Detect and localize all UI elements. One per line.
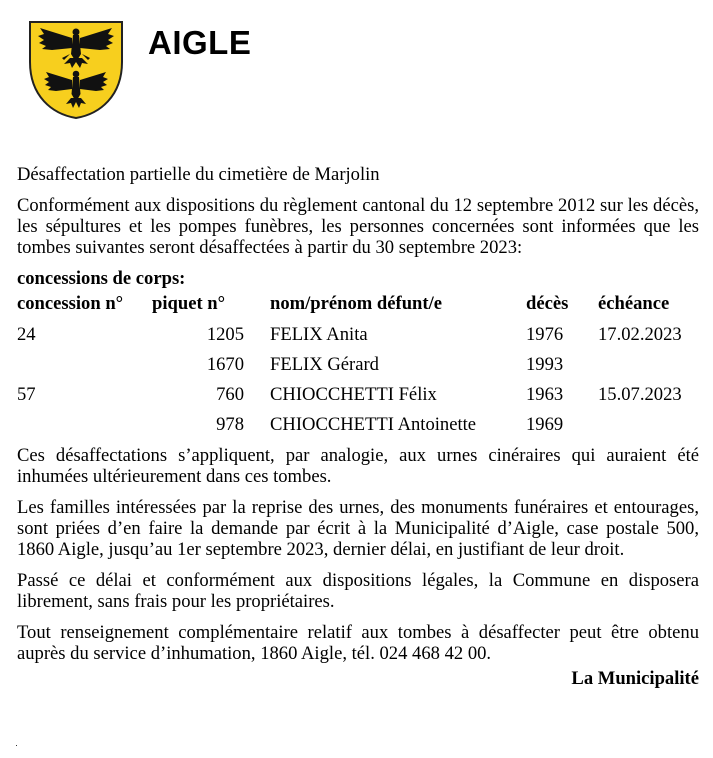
signature: La Municipalité: [571, 668, 699, 689]
contact-paragraph: Tout renseignement complémentaire relatif aux tombes à désaffecter peut être obtenu auprès du service d’inhumation, 1860 Aigle, tél. 024 468 42 00.: [17, 622, 699, 664]
cell-death: 1976: [526, 323, 564, 345]
cell-concession: 57: [17, 383, 36, 405]
table-header-row: [17, 293, 699, 319]
cell-name: CHIOCCHETTI Antoinette: [270, 413, 477, 435]
cell-expiry: 15.07.2023: [598, 383, 682, 405]
cell-name: FELIX Gérard: [270, 353, 379, 375]
urns-paragraph: Ces désaffectations s’appliquent, par analogie, aux urnes cinéraires qui auraient été inhumées ultérieurement dans ces tombes.: [17, 445, 699, 487]
cell-concession: 24: [17, 323, 36, 345]
cell-name: CHIOCCHETTI Félix: [270, 383, 437, 405]
cell-piquet: 1670: [206, 353, 244, 375]
cell-death: 1993: [526, 353, 564, 375]
cell-death: 1969: [526, 413, 564, 435]
cell-piquet: 760: [216, 383, 244, 405]
table-row: [17, 319, 699, 349]
cell-expiry: 17.02.2023: [598, 323, 682, 345]
cell-piquet: 1205: [206, 323, 244, 345]
cell-expiry: [598, 409, 699, 439]
graves-table: [17, 293, 699, 439]
column-header-piquet: piquet n°: [152, 293, 226, 314]
cell-name: FELIX Anita: [270, 323, 368, 345]
scan-speck: [16, 745, 17, 746]
town-name: AIGLE: [148, 24, 252, 61]
column-header-death: décès: [526, 293, 569, 314]
section-title: concessions de corps:: [17, 268, 186, 289]
aigle-coat-of-arms-logo: [26, 18, 126, 120]
eagle-shield-icon: [26, 18, 126, 120]
cell-concession: [17, 349, 152, 379]
notice-body: [17, 164, 699, 689]
column-header-expiry: échéance: [598, 293, 670, 314]
table-row: [17, 349, 699, 379]
column-header-name: nom/prénom défunt/e: [270, 293, 442, 314]
cell-concession: [17, 409, 152, 439]
table-row: [17, 409, 699, 439]
column-header-concession: concession n°: [17, 293, 124, 314]
intro-paragraph: Conformément aux dispositions du règlement cantonal du 12 septembre 2012 sur les décès, les sépultures et les pompes funèbres, les personnes concernées sont informées que les tombes suivantes seront désaffectées à partir du 30 septembre 2023:: [17, 195, 699, 258]
cell-expiry: [598, 349, 699, 379]
families-paragraph: Les familles intéressées par la reprise des urnes, des monuments funéraires et entourages, sont priées d’en faire la demande par écrit à la Municipalité d’Aigle, case postale 500, 1860 Aigle, jusqu’au 1er septembre 2023, dernier délai, en justifiant de leur droit.: [17, 497, 699, 560]
cell-piquet: 978: [216, 413, 244, 435]
notice-subject: Désaffectation partielle du cimetière de Marjolin: [17, 164, 380, 185]
cell-death: 1963: [526, 383, 564, 405]
deadline-paragraph: Passé ce délai et conformément aux dispositions légales, la Commune en disposera librement, sans frais pour les propriétaires.: [17, 570, 699, 612]
table-row: [17, 379, 699, 409]
